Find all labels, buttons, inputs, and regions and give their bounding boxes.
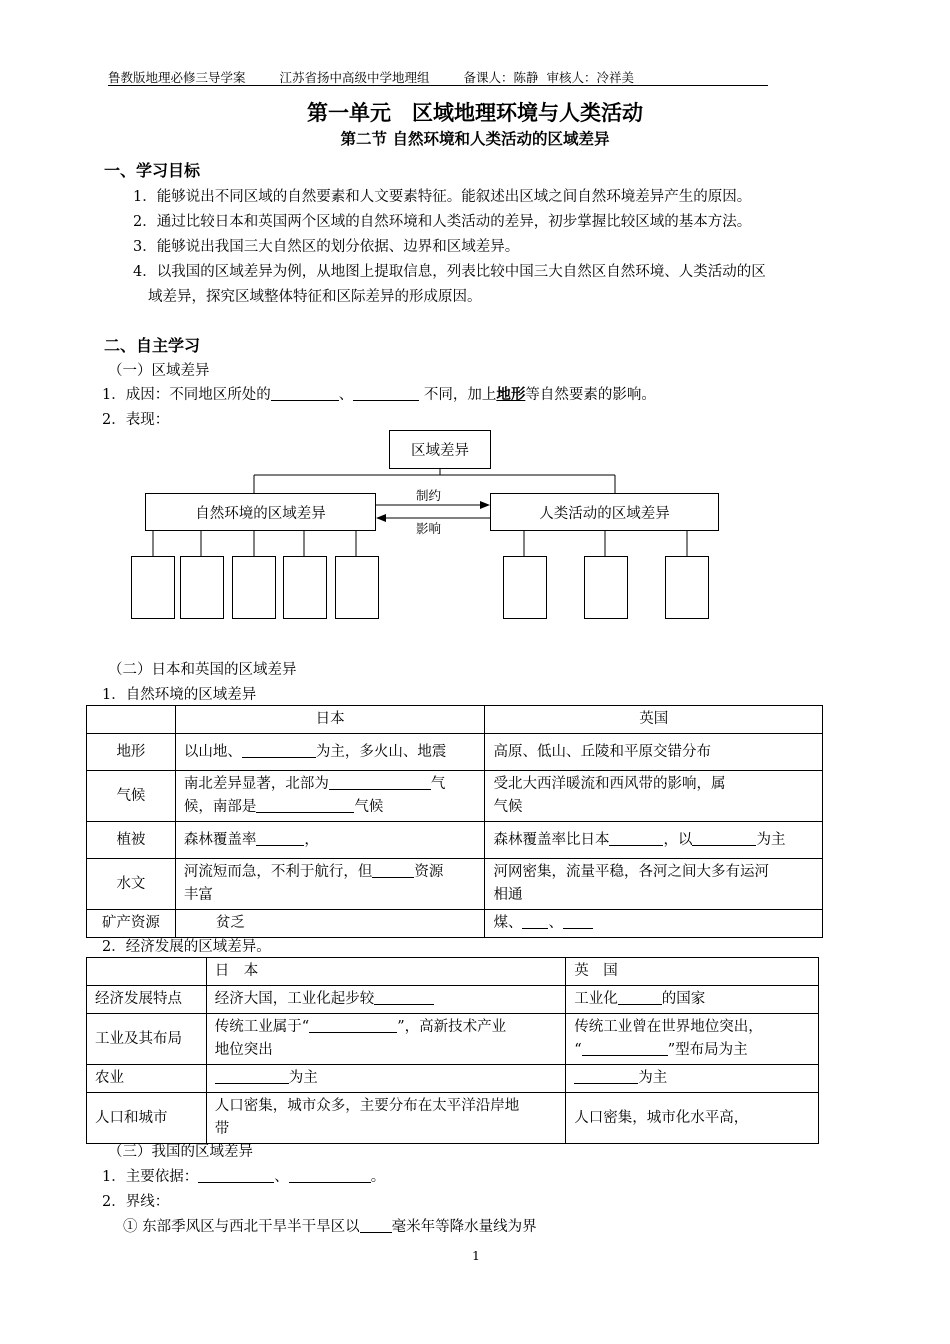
- blank-field[interactable]: [582, 1041, 668, 1057]
- blank-box[interactable]: [503, 556, 547, 619]
- table-row: 气候 南北差异显著，北部为 气 候，南部是 气候 受北大西洋暖流和西风带的影响，属 气候: [87, 771, 823, 822]
- page-number: 1: [472, 1248, 480, 1263]
- blank-box[interactable]: [665, 556, 709, 619]
- blank-field[interactable]: [242, 742, 316, 758]
- table-row: 地形 以山地、 为主，多火山、地震 高原、低山、丘陵和平原交错分布: [87, 734, 823, 771]
- table-row: 矿产资源 贫乏 煤、 、: [87, 910, 823, 938]
- header-reviewer: 审核人：冷祥美: [546, 70, 635, 85]
- goal-1: 1．能够说出不同区域的自然要素和人文要素特征。能叙述出区域之间自然环境差异产生的原因。: [133, 189, 752, 205]
- arrow-head-left: [376, 514, 386, 522]
- table-row: 日本 英国: [87, 706, 823, 734]
- header-book: 鲁教版地理必修三导学案: [108, 70, 246, 85]
- part3-q1: 1．主要依据： 、 。: [102, 1169, 386, 1185]
- blank-field[interactable]: [574, 1069, 638, 1085]
- diagram-top-box: 区域差异: [389, 430, 491, 469]
- keyword-terrain: 地形: [496, 386, 526, 403]
- table-row: 水文 河流短而急，不利于航行，但 资源 丰富 河网密集，流量平稳，各河之间大多有运河 相通: [87, 859, 823, 910]
- part1-q1: 1．成因：不同地区所处的 、 不同，加上地形等自然要素的影响。: [102, 386, 656, 403]
- arrow-label-influence: 影响: [416, 521, 442, 536]
- blank-field[interactable]: [374, 990, 434, 1006]
- economic-development-table: [86, 957, 819, 1144]
- blank-box[interactable]: [131, 556, 175, 619]
- blank-field[interactable]: [256, 830, 304, 846]
- arrow-label-restrict: 制约: [416, 488, 442, 503]
- part2-sub1: 1．自然环境的区域差异: [102, 687, 257, 703]
- blank-field[interactable]: [256, 798, 354, 814]
- page-title: 第一单元 区域地理环境与人类活动: [307, 101, 643, 125]
- blank-field[interactable]: [198, 1168, 274, 1184]
- table-row: 经济发展特点 经济大国，工业化起步较 工业化 的国家: [87, 986, 819, 1014]
- part3-title: （三）我国的区域差异: [108, 1144, 253, 1160]
- table-row: 人口和城市 人口密集，城市众多，主要分布在太平洋沿岸地 带 人口密集，城市化水平高，: [87, 1093, 819, 1144]
- diagram-natural-box: 自然环境的区域差异: [145, 493, 376, 531]
- header-preparer: 备课人：陈静: [463, 70, 539, 85]
- natural-environment-table: [86, 705, 823, 938]
- blank-field[interactable]: [215, 1069, 289, 1085]
- region-difference-diagram: [0, 0, 950, 640]
- blank-box[interactable]: [335, 556, 379, 619]
- part1-title: （一）区域差异: [108, 363, 210, 379]
- blank-box[interactable]: [283, 556, 327, 619]
- part2-sub2: 2．经济发展的区域差异。: [102, 939, 271, 955]
- part1-q2: 2．表现：: [102, 412, 170, 428]
- blank-field[interactable]: [522, 914, 548, 930]
- part2-title: （二）日本和英国的区域差异: [108, 662, 297, 678]
- blank-field[interactable]: [309, 1018, 397, 1034]
- table-row: 日 本 英 国: [87, 958, 819, 986]
- goal-2: 2．通过比较日本和英国两个区域的自然环境和人类活动的差异，初步掌握比较区域的基本方法。: [133, 214, 752, 230]
- table-row: 植被 森林覆盖率 ， 森林覆盖率比日本 ，以 为主: [87, 822, 823, 859]
- blank-field[interactable]: [692, 830, 756, 846]
- goal-4: 4．以我国的区域差异为例，从地图上提取信息，列表比较中国三大自然区自然环境、人类活动的区: [133, 264, 766, 280]
- section1-heading: 一、学习目标: [104, 161, 201, 180]
- blank-field[interactable]: [372, 863, 414, 879]
- goal-3: 3．能够说出我国三大自然区的划分依据、边界和区域差异。: [133, 239, 520, 255]
- blank-field[interactable]: [289, 1168, 371, 1184]
- blank-field[interactable]: [563, 914, 593, 930]
- part3-q2: 2．界线：: [102, 1194, 170, 1210]
- blank-field[interactable]: [609, 830, 663, 846]
- table-row: 工业及其布局 传统工业属于“ ”，高新技术产业 地位突出 传统工业曾在世界地位突出， “ ”型布局为主: [87, 1014, 819, 1065]
- header-school: 江苏省扬中高级中学地理组: [279, 70, 430, 85]
- part3-q2-1: ① 东部季风区与西北干旱半干旱区以 毫米年等降水量线为界: [123, 1219, 537, 1235]
- goal-4-cont: 域差异，探究区域整体特征和区际差异的形成原因。: [148, 289, 482, 305]
- diagram-human-box: 人类活动的区域差异: [490, 493, 719, 531]
- page-subtitle: 第二节 自然环境和人类活动的区域差异: [340, 130, 610, 148]
- blank-box[interactable]: [584, 556, 628, 619]
- blank-box[interactable]: [232, 556, 276, 619]
- blank-box[interactable]: [180, 556, 224, 619]
- blank-field[interactable]: [329, 775, 431, 791]
- blank-field[interactable]: [618, 990, 662, 1006]
- table-row: 农业 为主 为主: [87, 1065, 819, 1093]
- section2-heading: 二、自主学习: [104, 336, 201, 355]
- blank-field[interactable]: [360, 1218, 392, 1234]
- arrow-head-right: [480, 501, 490, 509]
